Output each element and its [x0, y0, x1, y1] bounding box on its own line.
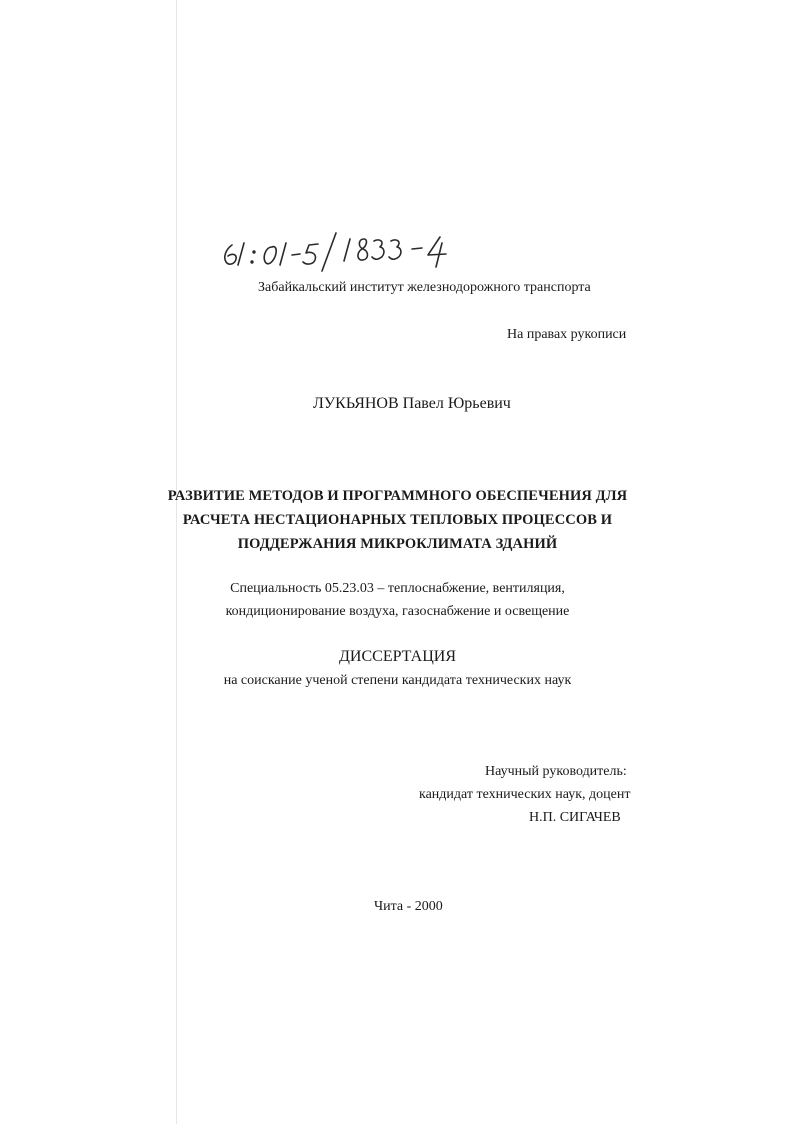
supervisor-rank: кандидат технических наук, доцент	[419, 787, 631, 802]
degree-line: на соискание ученой степени кандидата технических наук	[223, 673, 572, 688]
specialty-line-1: Специальность 05.23.03 – теплоснабжение, вентиляция,	[230, 581, 565, 596]
supervisor-name: Н.П. СИГАЧЕВ	[529, 810, 621, 825]
thesis-title-line-3: ПОДДЕРЖАНИЯ МИКРОКЛИМАТА ЗДАНИЙ	[237, 536, 558, 552]
handwritten-archive-code	[218, 225, 478, 275]
specialty-line-2: кондиционирование воздуха, газоснабжение и освещение	[225, 604, 570, 619]
thesis-title-line-2: РАСЧЕТА НЕСТАЦИОНАРНЫХ ТЕПЛОВЫХ ПРОЦЕССОВ И	[182, 512, 613, 528]
manuscript-rights-note: На правах рукописи	[507, 327, 627, 342]
author-name: ЛУКЬЯНОВ Павел Юрьевич	[313, 395, 511, 412]
scan-edge-left	[176, 0, 177, 1124]
thesis-title-line-1: РАЗВИТИЕ МЕТОДОВ И ПРОГРАММНОГО ОБЕСПЕЧЕНИЯ ДЛЯ	[167, 488, 628, 504]
work-type-heading: ДИССЕРТАЦИЯ	[339, 648, 456, 665]
supervisor-label: Научный руководитель:	[485, 764, 627, 779]
institute-name: Забайкальский институт железнодорожного транспорта	[258, 280, 591, 295]
city-year: Чита - 2000	[374, 899, 443, 914]
